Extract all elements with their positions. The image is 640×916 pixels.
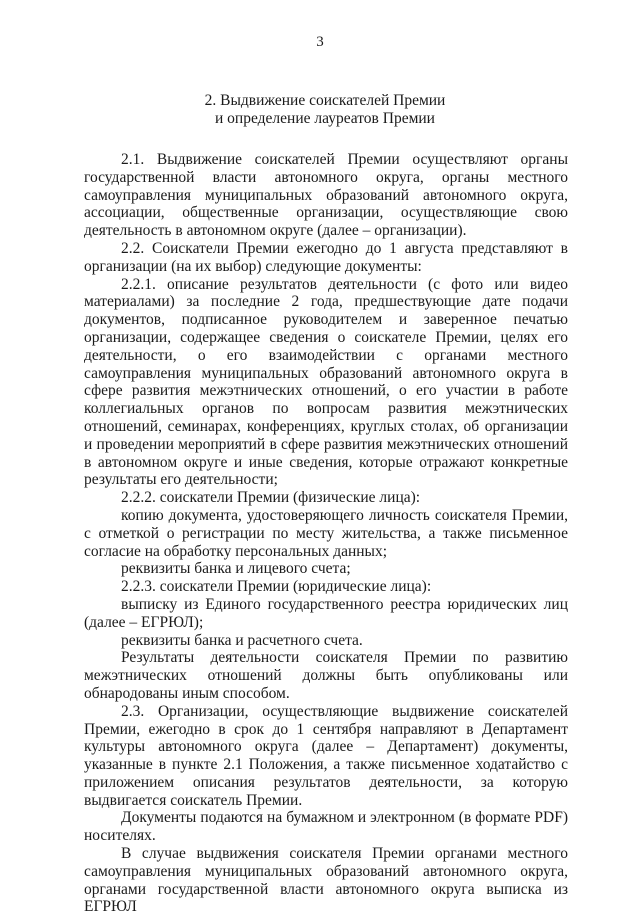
paragraph-documents-format: Документы подаются на бумажном и электронном (в формате PDF) носителях. <box>84 809 568 845</box>
paragraph-2-2: 2.2. Соискатели Премии ежегодно до 1 августа представляют в организации (на их выбор) следующие документы: <box>84 239 568 275</box>
page-number: 3 <box>316 34 324 50</box>
paragraph-bank-details-personal: реквизиты банка и лицевого счета; <box>121 560 351 578</box>
paragraph-2-2-1: 2.2.1. описание результатов деятельности (с фото или видео материалами) за последние 2 года, предшествующие дате подачи документов, подписанное руководителем и заверенное печатью организации, содержащее сведения о соискателе Премии, целях его деятельности, о его взаимодействии с органами местного самоуправления муниципальных образований автономного округа в сфере развития межэтнических отношений, о его участии в работе коллегиальных органов по вопросам развития межэтнических отношений, семинарах, конференциях, круглых столах, об организации и проведении мероприятий в сфере развития межэтнических отношений в автономном округе и иные сведения, которые отражают конкретные результаты его деятельности; <box>84 275 568 489</box>
paragraph-identity-copy: копию документа, удостоверяющего личность соискателя Премии, с отметкой о регистрации по месту жительства, а также письменное согласие на обработку персональных данных; <box>84 506 568 560</box>
paragraph-2-1: 2.1. Выдвижение соискателей Премии осуществляют органы государственной власти автономного округа, органы местного самоуправления муниципальных образований автономного округа, ассоциации, общественные организации, осуществляющие свою деятельность в автономном округе (далее – организации). <box>84 151 568 240</box>
section-heading-line-2: и определение лауреатов Премии <box>215 109 435 127</box>
paragraph-2-3: 2.3. Организации, осуществляющие выдвижение соискателей Премии, ежегодно в срок до 1 сентября направляют в Департамент культуры автономного округа (далее – Департамент) документы, указанные в пункте 2.1 Положения, а также письменное ходатайство с приложением описания результатов деятельности, за которую выдвигается соискатель Премии. <box>84 702 568 809</box>
paragraph-2-2-2: 2.2.2. соискатели Премии (физические лица): <box>121 489 421 507</box>
document-body <box>84 151 568 916</box>
section-heading-line-1: 2. Выдвижение соискателей Премии <box>204 92 446 109</box>
paragraph-results-published: Результаты деятельности соискателя Премии по развитию межэтнических отношений должны быть опубликованы или обнародованы иным способом. <box>84 649 568 702</box>
paragraph-bank-details-legal: реквизиты банка и расчетного счета. <box>121 631 363 649</box>
section-heading <box>80 92 570 127</box>
paragraph-egrul-extract: выписку из Единого государственного реестра юридических лиц (далее – ЕГРЮЛ); <box>84 595 568 631</box>
paragraph-nomination-case: В случае выдвижения соискателя Премии органами местного самоуправления муниципальных образований автономного округа, органами государственной власти автономного округа выписка из ЕГРЮЛ <box>84 845 568 916</box>
paragraph-2-2-3: 2.2.3. соискатели Премии (юридические лица): <box>121 578 432 596</box>
